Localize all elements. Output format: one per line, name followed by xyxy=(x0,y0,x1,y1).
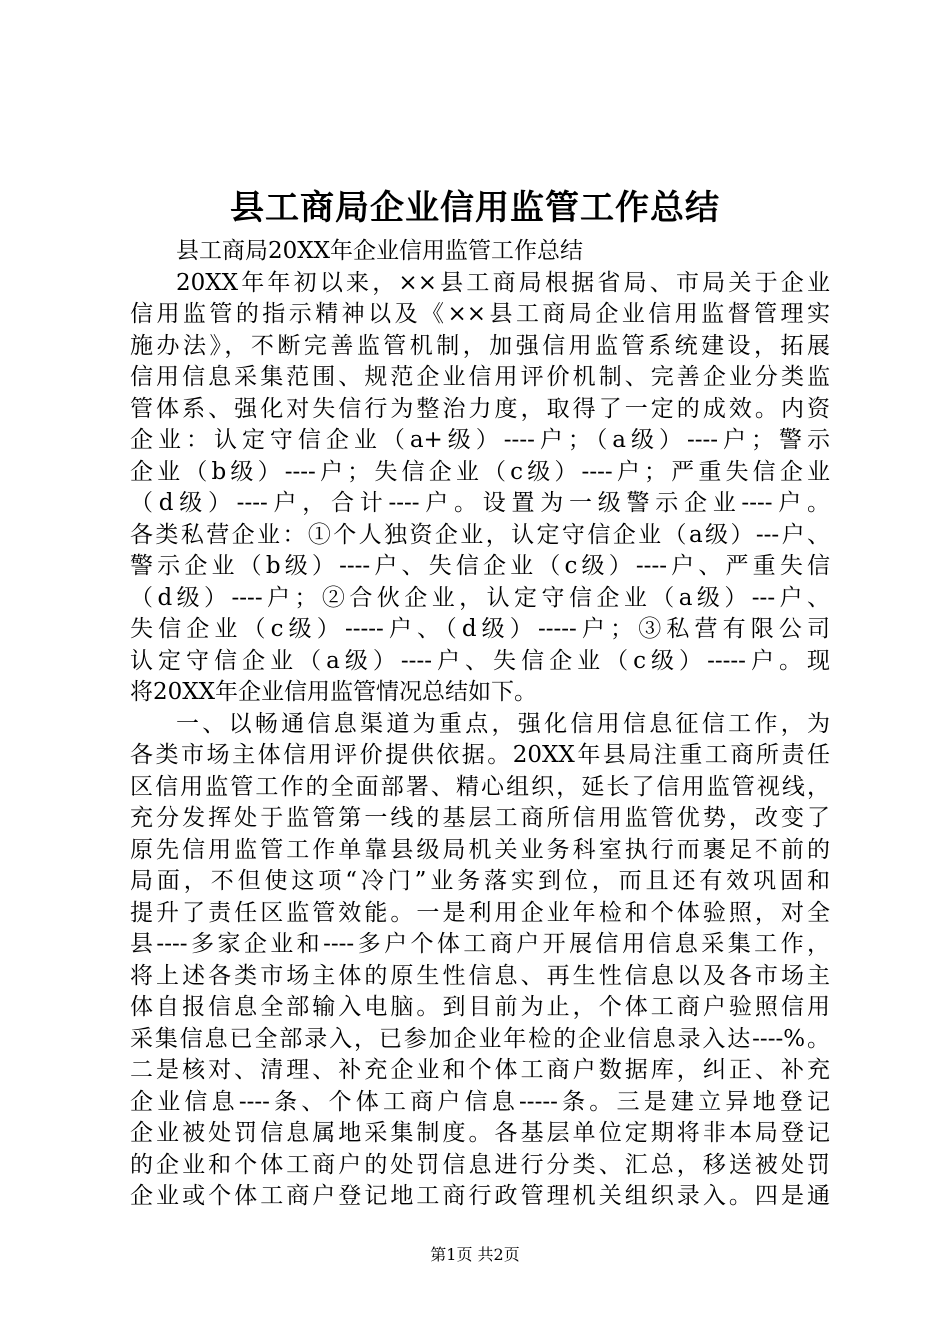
text-line: （d级）----户；②合伙企业，认定守信企业（a级）---户、 xyxy=(130,584,830,611)
text-line: 县----多家企业和----多户个体工商户开展信用信息采集工作， xyxy=(130,931,830,957)
text-line: 将20XX年企业信用监管情况总结如下。 xyxy=(130,679,538,705)
text-line: 企业（b级）----户；失信企业（c级）----户；严重失信企业 xyxy=(130,458,830,485)
text-line: 的企业和个体工商户的处罚信息进行分类、汇总，移送被处罚 xyxy=(130,1151,830,1178)
text-line: 信用监管的指示精神以及《××县工商局企业信用监督管理实 xyxy=(130,301,830,327)
text-line: 认定守信企业（a级）----户、失信企业（c级）-----户。现 xyxy=(130,647,830,674)
text-line: 充分发挥处于监管第一线的基层工商所信用监管优势，改变了 xyxy=(130,805,830,831)
text-line: 施办法》，不断完善监管机制，加强信用监管系统建设，拓展 xyxy=(130,332,830,359)
text-line: （d级）----户，合计----户。设置为一级警示企业----户。 xyxy=(130,490,830,516)
text-line: 警示企业（b级）----户、失信企业（c级）----户、严重失信 xyxy=(130,553,830,579)
text-line-subtitle: 县工商局20XX年企业信用监管工作总结 xyxy=(176,238,584,264)
document-title: 县工商局企业信用监管工作总结 xyxy=(230,188,720,228)
text-line: 企业信息----条、个体工商户信息-----条。三是建立异地登记 xyxy=(130,1088,830,1115)
text-line: 区信用监管工作的全面部署、精心组织，延长了信用监管视线， xyxy=(130,773,830,800)
text-line: 管体系、强化对失信行为整治力度，取得了一定的成效。内资 xyxy=(130,395,830,422)
text-line: 局面，不但使这项“冷门”业务落实到位，而且还有效巩固和 xyxy=(130,868,830,894)
text-line: 企业或个体工商户登记地工商行政管理机关组织录入。四是通 xyxy=(130,1183,830,1209)
text-line: 提升了责任区监管效能。一是利用企业年检和个体验照，对全 xyxy=(130,899,830,926)
text-line: 20XX年年初以来，××县工商局根据省局、市局关于企业 xyxy=(176,269,830,296)
text-line: 企业：认定守信企业（a+级）----户；（a级）----户；警示 xyxy=(130,427,830,453)
text-line: 失信企业（c级）-----户、（d级）-----户；③私营有限公司 xyxy=(130,616,830,642)
text-line: 信用信息采集范围、规范企业信用评价机制、完善企业分类监 xyxy=(130,364,830,390)
document-body xyxy=(130,236,830,1213)
text-line: 一、以畅通信息渠道为重点，强化信用信息征信工作，为 xyxy=(176,710,830,737)
page-footer: 第1页 共2页 xyxy=(430,1245,520,1264)
text-line: 各类市场主体信用评价提供依据。20XX年县局注重工商所责任 xyxy=(130,742,830,768)
text-line: 企业被处罚信息属地采集制度。各基层单位定期将非本局登记 xyxy=(130,1120,830,1146)
text-line: 将上述各类市场主体的原生性信息、再生性信息以及各市场主 xyxy=(130,962,830,989)
text-line: 体自报信息全部输入电脑。到目前为止，个体工商户验照信用 xyxy=(130,994,830,1020)
text-line: 二是核对、清理、补充企业和个体工商户数据库，纠正、补充 xyxy=(130,1057,830,1083)
text-line: 采集信息已全部录入，已参加企业年检的企业信息录入达----%。 xyxy=(130,1025,830,1052)
text-line: 原先信用监管工作单靠县级局机关业务科室执行而裹足不前的 xyxy=(130,836,830,863)
text-line: 各类私营企业：①个人独资企业，认定守信企业（a级）---户、 xyxy=(130,521,830,548)
